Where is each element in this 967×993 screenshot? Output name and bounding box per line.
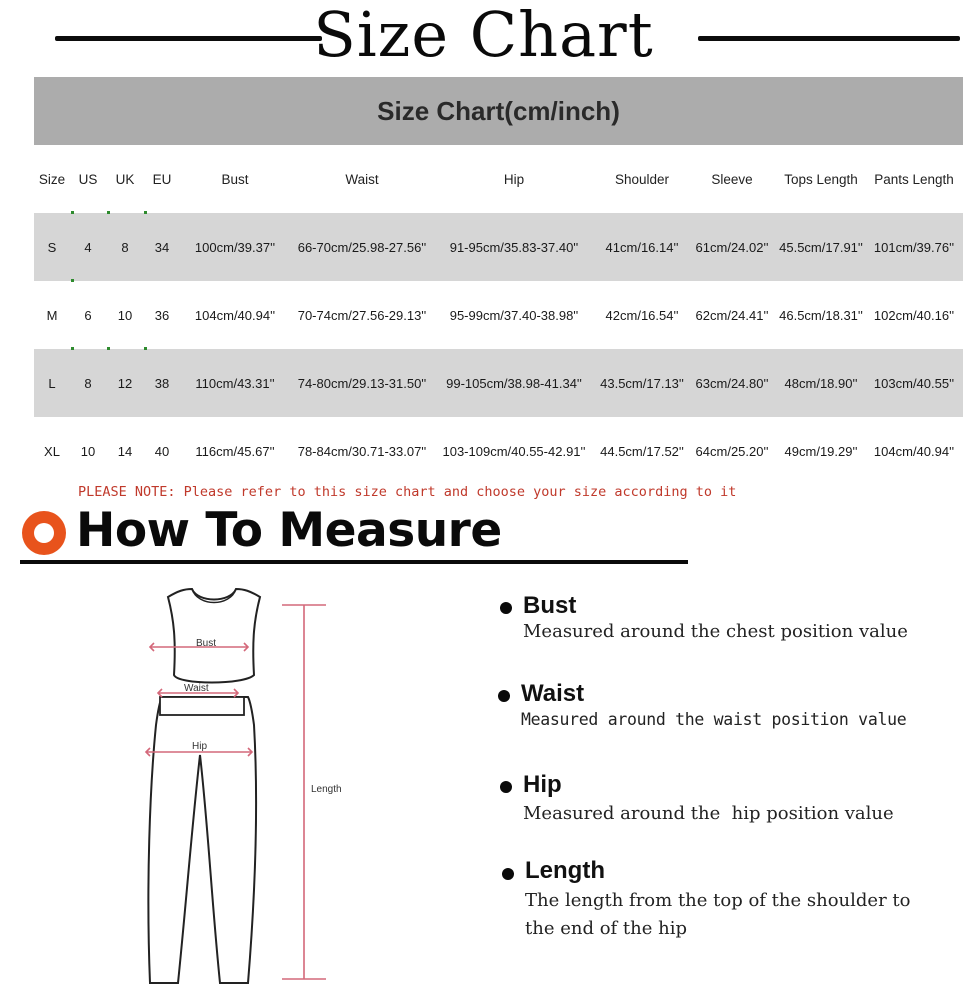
- cell-hip: 91-95cm/35.83-37.40'': [449, 239, 579, 255]
- cell-shoulder: 43.5cm/17.13'': [600, 375, 684, 391]
- cell-us: 4: [84, 239, 92, 255]
- cell-uk: 12: [117, 375, 133, 391]
- bullet-icon: [498, 690, 510, 702]
- cell-waist: 78-84cm/30.71-33.07'': [297, 443, 427, 459]
- pants-outline: [148, 697, 256, 983]
- cell-bust: 116cm/45.67'': [195, 443, 275, 459]
- cell-shoulder: 42cm/16.54'': [605, 307, 679, 323]
- how-to-measure-title: How To Measure: [76, 503, 502, 558]
- how-to-measure-rule: [20, 560, 688, 564]
- cell-bust: 104cm/40.94'': [194, 307, 276, 323]
- cell-uk: 8: [121, 239, 129, 255]
- table-row: [34, 213, 963, 281]
- measure-item-title: Waist: [521, 680, 585, 707]
- measure-item-desc: the end of the hip: [525, 918, 687, 939]
- size-note: PLEASE NOTE: Please refer to this size chart and choose your size according to it: [78, 484, 737, 500]
- cell-us: 6: [84, 307, 92, 323]
- cell-bust: 110cm/43.31'': [195, 375, 275, 391]
- col-header-shoulder: Shoulder: [614, 171, 670, 187]
- cell-hip: 95-99cm/37.40-38.98'': [449, 307, 579, 323]
- cell-shoulder: 41cm/16.14'': [605, 239, 679, 255]
- col-header-us: US: [78, 171, 98, 187]
- cell-pants-length: 104cm/40.94'': [873, 443, 955, 459]
- cell-size: M: [46, 307, 58, 323]
- col-header-waist: Waist: [345, 171, 379, 187]
- measure-item-desc: The length from the top of the shoulder to: [525, 890, 911, 911]
- cell-eu: 34: [154, 239, 170, 255]
- bullet-icon: [502, 868, 514, 880]
- cell-tops-length: 46.5cm/18.31'': [779, 307, 863, 323]
- bullet-icon: [500, 781, 512, 793]
- measure-item-desc: Measured around the hip position value: [523, 803, 894, 824]
- cell-us: 8: [84, 375, 92, 391]
- cell-pants-length: 103cm/40.55'': [873, 375, 955, 391]
- cell-uk: 14: [117, 443, 133, 459]
- col-header-pants-length: Pants Length: [874, 171, 954, 187]
- col-header-eu: EU: [152, 171, 172, 187]
- measure-item-desc: Measured around the chest position value: [523, 621, 908, 642]
- figure-label-length: Length: [311, 784, 342, 795]
- cell-waist: 66-70cm/25.98-27.56'': [297, 239, 427, 255]
- col-header-size: Size: [38, 171, 66, 187]
- cell-size: L: [48, 375, 56, 391]
- measure-item-desc: Measured around the waist position value: [521, 710, 907, 729]
- col-header-tops-length: Tops Length: [784, 171, 858, 187]
- cell-pants-length: 102cm/40.16'': [873, 307, 955, 323]
- cell-bust: 100cm/39.37'': [194, 239, 276, 255]
- table-row: [34, 349, 963, 417]
- col-header-uk: UK: [115, 171, 135, 187]
- measure-item-title: Bust: [523, 592, 577, 619]
- figure-label-bust: Bust: [196, 638, 217, 649]
- cell-sleeve: 62cm/24.41'': [695, 307, 769, 323]
- cell-hip: 99-105cm/38.98-41.34'': [446, 375, 582, 391]
- measure-item-title: Length: [525, 857, 605, 884]
- cell-pants-length: 101cm/39.76'': [873, 239, 955, 255]
- cell-sleeve: 63cm/24.80'': [695, 375, 769, 391]
- cell-eu: 36: [154, 307, 170, 323]
- size-table: [34, 145, 963, 485]
- cell-tops-length: 48cm/18.90'': [784, 375, 858, 391]
- bullet-icon: [500, 602, 512, 614]
- table-row: [34, 417, 963, 485]
- cell-sleeve: 61cm/24.02'': [695, 239, 769, 255]
- cell-hip: 103-109cm/40.55-42.91'': [442, 443, 586, 459]
- cell-eu: 38: [154, 375, 170, 391]
- cell-tops-length: 45.5cm/17.91'': [779, 239, 863, 255]
- measure-item-title: Hip: [523, 771, 562, 798]
- cell-waist: 70-74cm/27.56-29.13'': [297, 307, 427, 323]
- garment-figure: [120, 585, 380, 990]
- cell-us: 10: [80, 443, 96, 459]
- figure-label-waist: Waist: [184, 683, 209, 694]
- cell-eu: 40: [154, 443, 170, 459]
- col-header-sleeve: Sleeve: [711, 171, 753, 187]
- cell-size: S: [47, 239, 57, 255]
- table-row: [34, 281, 963, 349]
- col-header-bust: Bust: [221, 171, 249, 187]
- cell-waist: 74-80cm/29.13-31.50'': [297, 375, 427, 391]
- table-header-row: [34, 145, 963, 213]
- size-chart-band: [34, 77, 963, 145]
- page-title: Size Chart: [313, 0, 654, 71]
- cell-sleeve: 64cm/25.20'': [695, 443, 769, 459]
- figure-label-hip: Hip: [192, 741, 208, 752]
- col-header-hip: Hip: [503, 171, 525, 187]
- cell-tops-length: 49cm/19.29'': [784, 443, 858, 459]
- cell-size: XL: [44, 443, 60, 459]
- cell-shoulder: 44.5cm/17.52'': [600, 443, 684, 459]
- cell-uk: 10: [117, 307, 133, 323]
- size-chart-subtitle: Size Chart(cm/inch): [377, 95, 620, 126]
- orange-circle-icon: [22, 511, 66, 555]
